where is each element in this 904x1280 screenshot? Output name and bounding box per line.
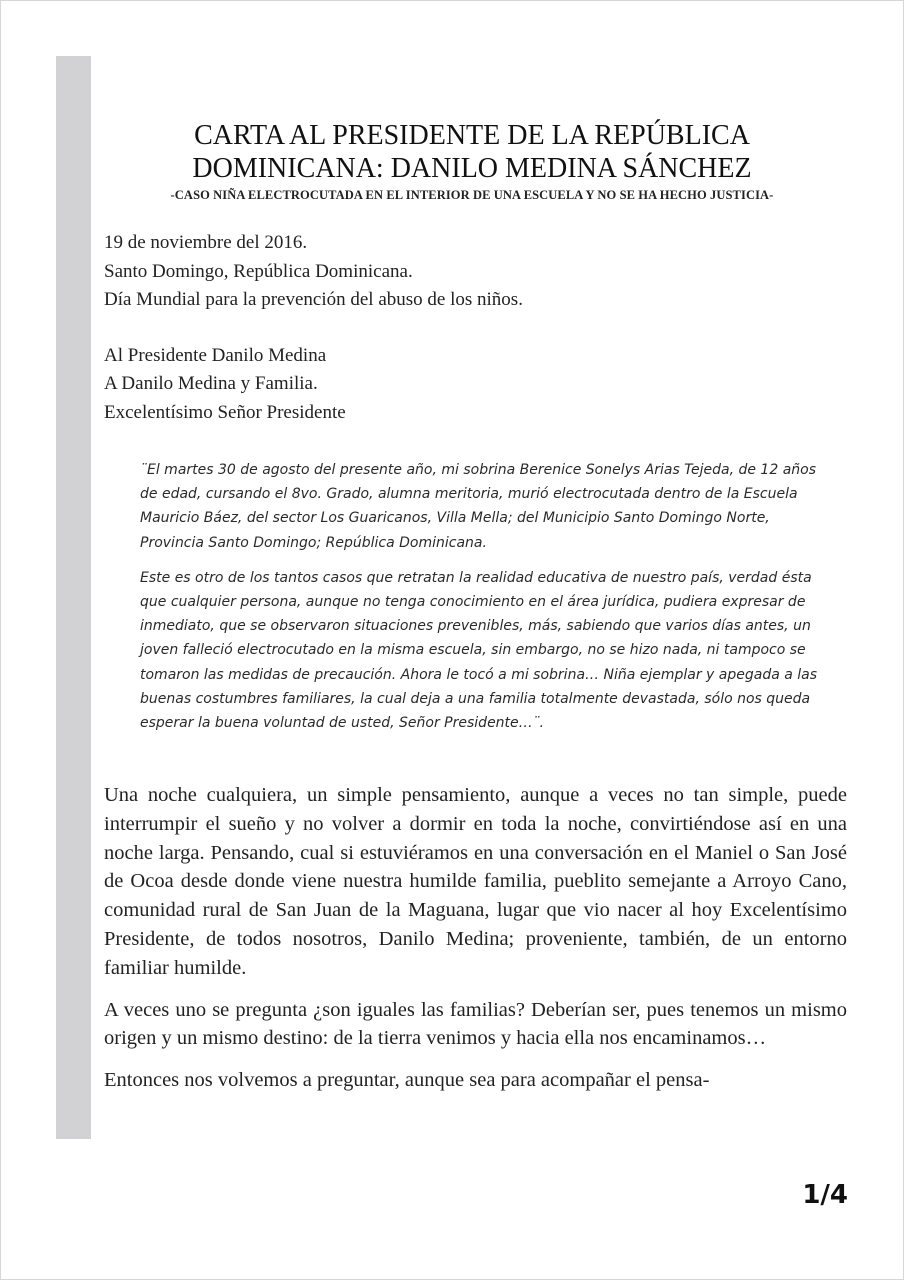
letter-title-line-1: CARTA AL PRESIDENTE DE LA REPÚBLICA [194,120,750,151]
letter-occasion: Día Mundial para la prevención del abuso de los niños. [104,289,523,310]
addressee-line-1: Al Presidente Danilo Medina [104,344,327,366]
letter-place: Santo Domingo, República Dominicana. [104,260,413,282]
body-paragraph: Entonces nos volvemos a preguntar, aunque sea para acompañar el pensa- [104,1069,710,1092]
salutation: Excelentísimo Señor Presidente [104,401,346,423]
quote-paragraph: Este es otro de los tantos casos que retratan la realidad educativa de nuestro país, verdad ésta que cualquier persona, aunque no tenga conocimiento en el área jurídica, pudiera expresar de inmediato, que se observaron situaciones prevenibles, más, sabiendo que varios días antes, un joven falleció electrocutado en la misma escuela, sin embargo, no se hizo nada, ni tampoco se tomaron las medidas de precaución. Ahora le tocó a mi sobrina… Niña ejemplar y apegada a las buenas costumbres familiares, la cual deja a una familia totalmente devastada, sólo nos queda esperar la buena voluntad de usted, Señor Presidente…¨. [140,569,818,732]
side-accent-bar [56,56,91,1139]
letter-date: 19 de noviembre del 2016. [104,232,308,253]
quote-paragraph: ¨El martes 30 de agosto del presente año, mi sobrina Berenice Sonelys Arias Tejeda, de 12 años de edad, cursando el 8vo. Grado, alumna meritoria, murió electrocutada dentro de la Escuela Mauricio Báez, del sector Los Guaricanos, Villa Mella; del Municipio Santo Domingo Norte, Provincia Santo Domingo; República Dominicana. [140,462,817,551]
body-paragraph: A veces uno se pregunta ¿son iguales las familias? Deberían ser, pues tenemos un mismo origen y un mismo destino: de la tierra venimos y hacia ella nos encaminamos… [104,998,847,1050]
letter-title-line-2: DOMINICANA: DANILO MEDINA SÁNCHEZ [192,153,752,184]
quoted-block [140,458,826,735]
spacer [104,315,523,342]
addressee-line-2: A Danilo Medina y Familia. [104,373,318,394]
body-paragraph: Una noche cualquiera, un simple pensamiento, aunque a veces no tan simple, puede interrumpir el sueño y no volver a dormir en toda la noche, convirtiéndose así en una noche larga. Pensando, cual si estuviéramos en una conversación en el Maniel o San José de Ocoa desde donde viene nuestra humilde familia, pueblito semejante a Arroyo Cano, comunidad rural de San Juan de la Maguana, lugar que vio nacer al hoy Excelentísimo Presidente, de todos nosotros, Danilo Medina; proveniente, también, de un entorno familiar humilde. [104,784,847,979]
letter-subtitle: -CASO NIÑA ELECTROCUTADA EN EL INTERIOR DE UNA ESCUELA Y NO SE HA HECHO JUSTICIA- [170,188,774,202]
letter-header [104,229,523,427]
page-number: 1/4 [802,1180,848,1210]
letter-body [104,781,847,1095]
